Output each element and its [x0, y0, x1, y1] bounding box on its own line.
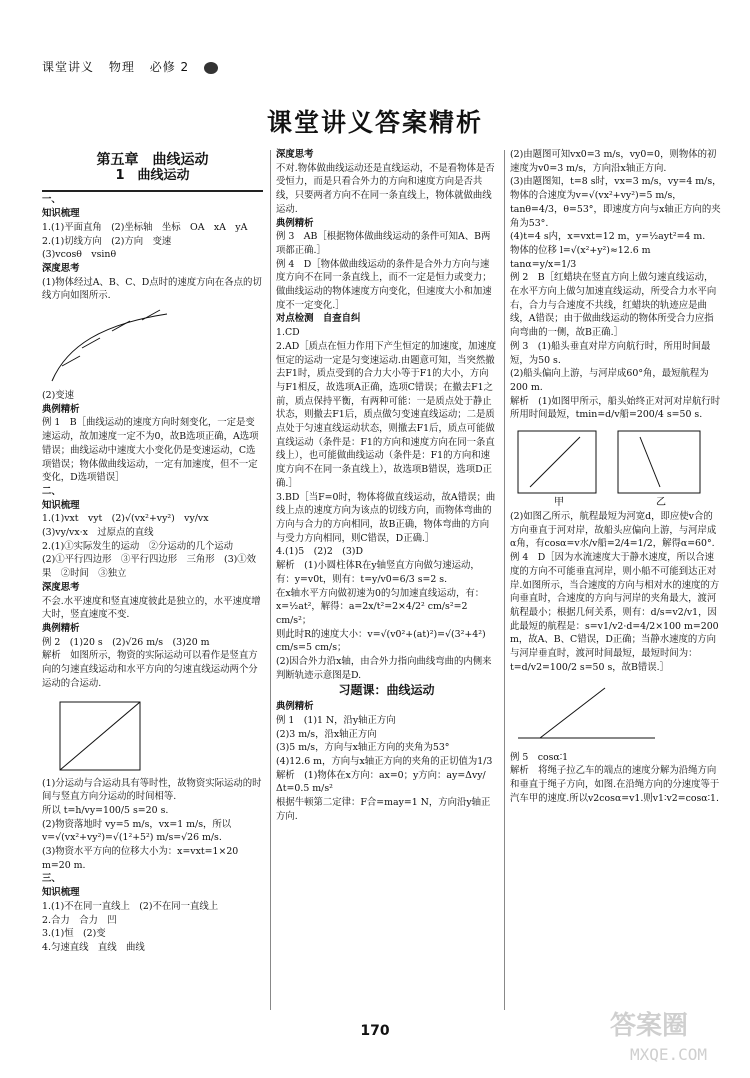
answer-line: 例 3 AB［根据物体做曲线运动的条件可知A、B两项都正确.］: [276, 231, 491, 256]
subsection-heading: 深度思考: [42, 581, 80, 593]
velocity-arrow: [112, 321, 130, 331]
answer-line: 4.(1)5 (2)2 (3)D: [276, 546, 363, 558]
watermark-url: MXQE.COM: [630, 1045, 708, 1064]
subsection-heading: 二、: [42, 485, 61, 497]
subsection-heading: 知识梳理: [42, 499, 80, 511]
answer-line: 2.(1)①实际发生的运动 ②分运动的几个运动 (2)①平行四边形 ③平行四边形 三角形 (3)①效果 ②时间 ③独立: [42, 540, 257, 580]
fig-label-jia: 甲: [554, 497, 564, 508]
subsection-heading: 知识梳理: [42, 208, 80, 220]
header-volume: 必修 2: [149, 60, 190, 74]
answer-line: (3)vy/vx·x 过原点的直线: [42, 527, 154, 539]
subsection-heading: 深度思考: [276, 149, 314, 160]
answer-line: 在x轴水平方向做初速为0的匀加速直线运动，有：x=½at²，解得：a=2x/t²=2×4/2² cm/s²=2 cm/s²；: [276, 587, 485, 626]
subsection-heading: 知识梳理: [42, 887, 80, 899]
fig-label-yi: 乙: [656, 497, 666, 508]
velocity-rectangle-figure: [42, 694, 152, 774]
answer-line: (4)t=4 s内，x=vxt=12 m，y=½ayt²=4 m.: [510, 231, 706, 243]
answer-line: 1.(1)平面直角 (2)坐标轴 坐标 OA xA yA: [42, 221, 248, 233]
velocity-arrow: [540, 688, 605, 738]
subsection-title: 习题课：曲线运动: [338, 683, 435, 698]
answer-line: 例 5 cosα∶1: [510, 751, 569, 763]
answer-line: 物体的位移 l=√(x²+y²)≈12.6 m: [510, 244, 651, 256]
subsection-heading: 一、: [42, 194, 61, 206]
answer-line: (3)物资水平方向的位移大小为：x=vxt=1×20 m=20 m.: [42, 846, 239, 871]
answer-line: (2)3 m/s，沿x轴正方向: [276, 728, 377, 740]
subsection-heading: 典例精析: [42, 403, 80, 415]
answer-line: 1.CD: [276, 327, 300, 339]
watermark: 答案圈: [610, 1011, 689, 1041]
answer-line: (2)变速: [42, 390, 75, 402]
subsection-heading: 典例精析: [276, 701, 314, 713]
answer-line: (3)5 m/s，方向与x轴正方向的夹角为53°: [276, 742, 450, 754]
logo-icon: [204, 62, 218, 74]
answer-line: 3.BD［当F=0时，物体将做直线运动，故A错误；曲线上点的速度方向为该点的切线方向，而物体弯曲的方向与合力的方向相同，故B正确，物体弯曲的方向与受力方向相同，则C错误，D正确.］: [276, 491, 496, 544]
section-rule: [42, 190, 263, 192]
answer-line: 不会.水平速度和竖直速度彼此是独立的，水平速度增大时，竖直速度不变.: [42, 595, 261, 621]
answer-line: 例 4 D［因为水流速度大于静水速度，所以合速度的方向不可能垂直河岸，则小船不可能到达正对岸.如图所示，当合速度的方向与相对水的速度的方向垂直时，合速度的方向与河岸的夹角最大，渡河航程最小；根据几何关系，则有：d/s=v2/v1，因此最短的航程是：s=v1/v2·d=4/2×100 m=200 m，故A、B、C错误，D正确；当静水速度的方向与河岸垂直时，渡河时间最短，最短时间为：t=d/v2=100/2 s=50 s，故B错误.］: [510, 552, 720, 673]
answer-line: 解析 (1)物体在x方向：ax=0；y方向：ay=Δvy/Δt=0.5 m/s²: [276, 769, 486, 795]
answer-line: (2)如图乙所示，航程最短为河宽d，即应使v合的方向垂直于河对岸，故船头应偏向上游，与河岸成α角，有cosα=v水/v船=2/4=1/2，解得α=60°.: [510, 511, 717, 550]
column-divider: [504, 150, 505, 1010]
answer-line: 所以 t=h/vy=100/5 s=20 s.: [42, 804, 169, 816]
answer-line: 1.(1)不在同一直线上 (2)不在同一直线上: [42, 900, 219, 912]
curve-figure: [42, 306, 172, 386]
page-title: 课堂讲义答案精析: [266, 108, 483, 137]
answer-line: (3)由题图知，t=8 s时，vx=3 m/s，vy=4 m/s，物体的合速度为v=√(vx²+vy²)=5 m/s，tanθ=4/3，θ=53°，即速度方向与x轴正方向的夹角为53°.: [510, 176, 722, 229]
answer-line: 2.(1)切线方向 (2)方向 变速: [42, 235, 172, 247]
answer-line: 解析 将绳子拉乙车的端点的速度分解为沿绳方向和垂直于绳子方向，如图.在沿绳方向的分速度等于汽车甲的速度.所以v2cosα=v1.则v1∶v2=cosα∶1.: [510, 765, 720, 804]
answer-line: 2.合力 合力 凹: [42, 914, 117, 926]
answer-line: 例 4 D［物体做曲线运动的条件是合外力方向与速度方向不在同一条直线上，而不一定是恒力或变力；做曲线运动的物体速度方向变化，但速度大小和加速度不一定变化.］: [276, 258, 492, 311]
header-subject: 物理: [108, 60, 135, 74]
trajectory-curve: [52, 314, 167, 381]
answer-line: (3)vcosθ vsinθ: [42, 249, 117, 261]
subsection-heading: 对点检测 自查自纠: [276, 313, 361, 325]
subsection-heading: 典例精析: [276, 217, 314, 229]
path-yi: [640, 437, 660, 487]
answer-line: (2)由题图可知vx0=3 m/s，vy0=0，则物体的初速度为v0=3 m/s，方向沿x轴正方向.: [510, 149, 717, 174]
running-header: [42, 58, 228, 75]
answer-line: 4.匀速直线 直线 曲线: [42, 941, 145, 953]
answer-line: 3.(1)恒 (2)变: [42, 928, 106, 940]
resultant-arrow: [60, 702, 140, 770]
path-jia: [530, 437, 580, 487]
answer-line: 则此时R的速度大小：v=√(v0²+(at)²)=√(3²+4²) cm/s=5 cm/s；: [276, 628, 486, 654]
answer-line: 根据牛顿第二定律：F合=may=1 N，方向沿y轴正方向.: [276, 797, 491, 822]
answer-line: 例 1 B［曲线运动的速度方向时刻变化，一定是变速运动，故加速度一定不为0，故B选项正确，A选项错误；曲线运动中速度大小变化仍是变速运动，C选项错误；物体做曲线运动，一定有加速度，但不一定变化，D选项错误］: [42, 417, 259, 484]
answer-line: 解析 (1)如图甲所示，船头始终正对河对岸航行时所用时间最短，tmin=d/v船=200/4 s=50 s.: [510, 395, 721, 421]
column-3: [510, 148, 722, 805]
answer-line: (1)分运动与合运动具有等时性，故物资实际运动的时间与竖直方向分运动的时间相等.: [42, 777, 262, 803]
answer-line: 例 2 B［红蜡块在竖直方向上做匀速直线运动，在水平方向上做匀加速直线运动，所受合力水平向右，合力与合速度不共线，红蜡块的轨迹应是曲线，A错误；由于做曲线运动的物体所受合力应指向弯曲的一侧，故B正确.］: [510, 272, 717, 339]
answer-line: (2)因合外力沿x轴，由合外力指向曲线弯曲的内侧来判断轨迹示意图是D.: [276, 656, 492, 681]
chapter-title: 第五章 曲线运动: [96, 152, 209, 168]
answer-line: 例 2 (1)20 s (2)√26 m/s (3)20 m: [42, 636, 210, 648]
answer-line: 2.AD［质点在恒力作用下产生恒定的加速度，加速度恒定的运动一定是匀变速运动.由题意可知，当突然撤去F1时，质点受到的合力大小等于F1的大小，方向与F1相反，故选项A正确，选项C错误；在撤去F1之前，质点保持平衡，有两种可能：一是质点处于静止状态，则撤去F1后，质点做匀变速直线运动；二是质点处于匀速直线运动状态，则撤去F1后，质点可能做直线运动（条件是：F1的方向和速度方向在同一条直线上），也可能做曲线运动（条件是：F1的方向和速度方向不在同一条直线上），故选项B错误，选项D正确.］: [276, 340, 497, 489]
answer-line: 解析 (1)小圆柱体R在y轴竖直方向做匀速运动，有：y=v0t，则有：t=y/v0=6/3 s=2 s.: [276, 560, 480, 585]
boat-figures: [510, 425, 710, 507]
column-divider: [270, 150, 271, 1010]
velocity-arrow: [142, 310, 160, 320]
answer-line: 1.(1)vxt vyt (2)√(vx²+vy²) vy/vx: [42, 513, 209, 525]
answer-line: (2)物资落地时 vy=5 m/s，vx=1 m/s，所以 v=√(vx²+vy²)=√(1²+5²) m/s=√26 m/s.: [42, 818, 232, 844]
answer-line: (4)12.6 m，方向与x轴正方向的夹角的正切值为1/3: [276, 755, 493, 767]
answer-line: 例 1 (1)1 N，沿y轴正方向: [276, 714, 396, 726]
column-1-body: [42, 193, 263, 954]
velocity-arrow: [82, 338, 100, 348]
column-2-body: [276, 148, 497, 823]
answer-line: (2)船头偏向上游，与河岸成60°角，最短航程为200 m.: [510, 368, 709, 393]
river-jia: [518, 431, 596, 493]
section-title: 1 曲线运动: [115, 167, 190, 183]
river-crossing-figure: [510, 678, 660, 748]
answer-line: tanα=y/x=1/3: [510, 258, 577, 270]
subsection-heading: 深度思考: [42, 262, 80, 274]
header-book: 课堂讲义: [42, 60, 95, 74]
subsection-heading: 典例精析: [42, 622, 80, 634]
subsection-heading: 三、: [42, 873, 61, 885]
page-number: 170: [360, 1023, 390, 1039]
answer-line: 例 3 (1)船头垂直对岸方向航行时，所用时间最短，为50 s.: [510, 340, 711, 366]
velocity-arrow: [62, 356, 80, 366]
column-3-body: [510, 148, 722, 805]
answer-line: 不对.物体做曲线运动还是直线运动，不是看物体是否受恒力，而是只看合外力的方向和速度方向是否共线，只要两者方向不在同一条直线上，物体就做曲线运动.: [276, 162, 495, 215]
answer-line: (1)物体经过A、B、C、D点时的速度方向在各点的切线方向如图所示.: [42, 276, 262, 302]
column-1: [42, 148, 263, 955]
answer-line: 解析 如图所示，物资的实际运动可以看作是竖直方向的匀速直线运动和水平方向的匀速直线运动两个分运动的合运动.: [42, 650, 258, 689]
column-2: [276, 148, 497, 823]
